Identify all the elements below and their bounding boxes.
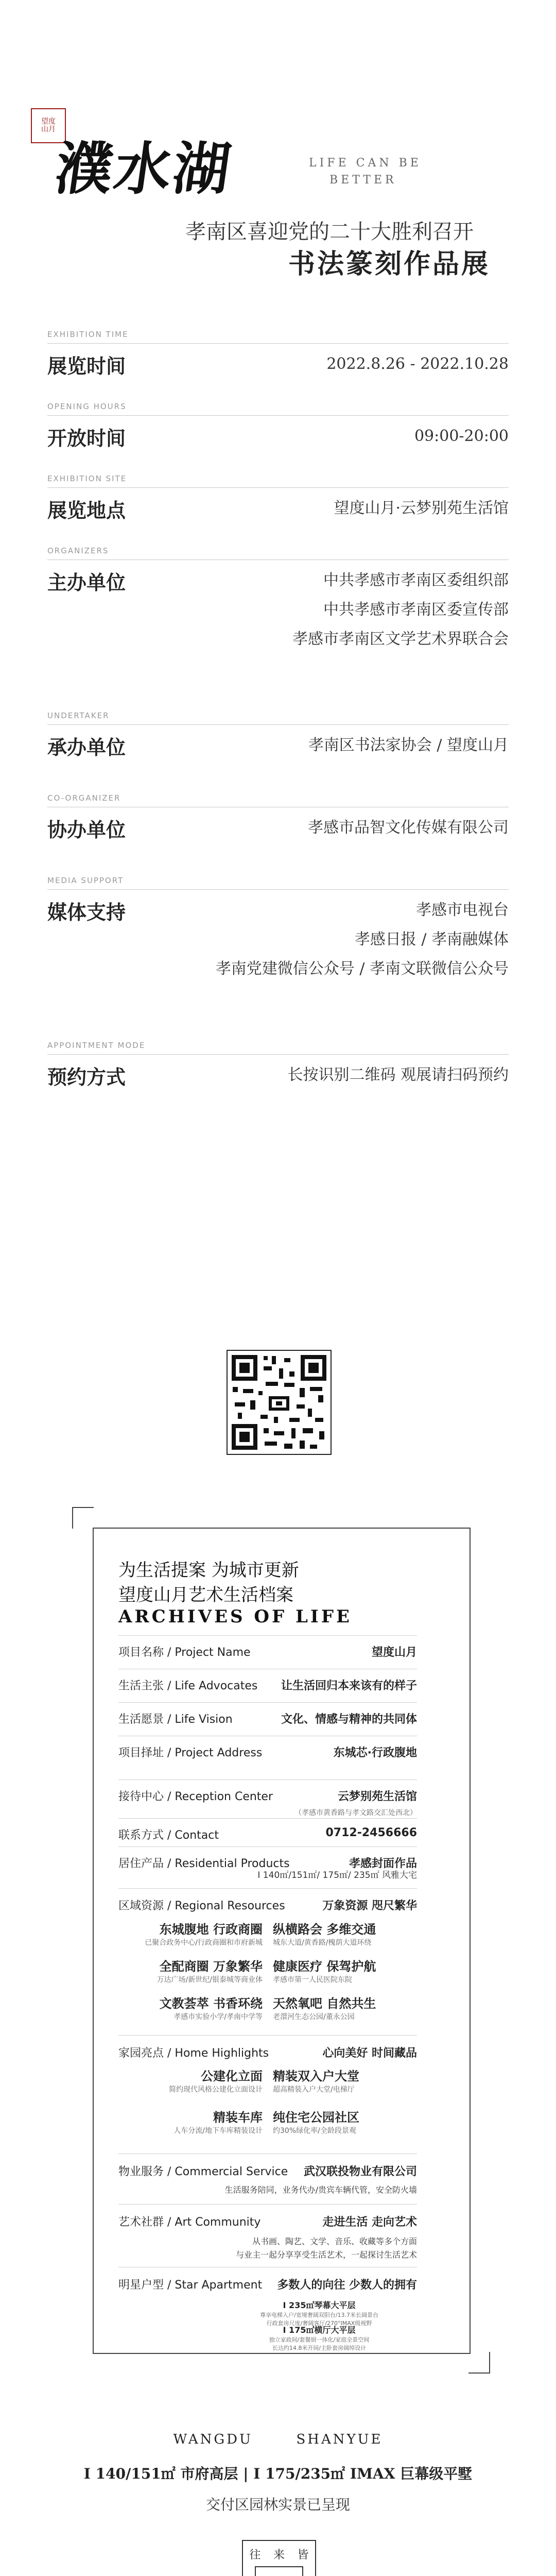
feature-subtitle: 万达广场/新世纪/银泰城等商业体	[157, 1976, 263, 1984]
feature-title: 精装双入户大堂	[273, 2069, 359, 2083]
info-row-value: 孝感市孝南区文学艺术界联合会	[292, 630, 509, 648]
tagline-line-1: LIFE CAN BE	[309, 157, 422, 170]
feature-cell	[273, 2066, 417, 2094]
info-row-values	[308, 813, 509, 842]
feature-title: 精装车库	[213, 2110, 263, 2125]
info-row	[47, 1041, 509, 1089]
feature-title: 文教荟萃 书香环绕	[159, 1996, 263, 2011]
info-row-value: 望度山月·云梦别苑生活馆	[334, 499, 509, 517]
info-row-value: 09:00-20:00	[414, 427, 509, 445]
feature-cell	[118, 1919, 263, 1947]
info-row	[47, 330, 509, 378]
star-label: 明星户型 / Star Apartment	[118, 2279, 263, 2292]
regional-label: 区域资源 / Regional Resources	[118, 1900, 285, 1912]
info-row	[47, 546, 509, 648]
card-row	[118, 1643, 417, 1659]
info-row-value: 孝感日报 / 孝南融媒体	[354, 930, 509, 948]
info-row-value: 中共孝感市孝南区委宣传部	[323, 601, 509, 619]
products-note: Ⅰ 140㎡/151㎡/ 175㎡/ 235㎡ 风雅大宅	[257, 1870, 417, 1880]
page-title: 书法篆刻作品展	[288, 248, 491, 280]
info-row-value: 孝感市品智文化传媒有限公司	[308, 819, 509, 837]
card-row	[118, 1744, 417, 1760]
feature-cell	[273, 1919, 417, 1947]
info-row-en-label: APPOINTMENT MODE	[47, 1041, 509, 1055]
feature-subtitle: 超高精装入户大堂/电梯厅	[273, 2086, 355, 2094]
info-row-values	[216, 895, 509, 984]
card-row-key: 生活愿景 / Life Vision	[118, 1713, 233, 1726]
brand-en	[0, 2432, 556, 2447]
star-apartment-desc: 独立家政间/套餐厨一体化/家庭全景空间	[269, 2336, 370, 2343]
brand-en-2: SHANYUE	[296, 2432, 383, 2447]
feature-subtitle: 孝感市实验小学/孝南中学等	[173, 2013, 263, 2021]
divider	[118, 2204, 417, 2205]
info-row-label: 展览时间	[47, 354, 126, 378]
logo-char: 皆	[297, 2549, 309, 2562]
logo-char: 往	[249, 2549, 261, 2562]
card-row	[118, 1710, 417, 1726]
feature-cell	[273, 1993, 417, 2022]
card-row-value: 望度山月	[371, 1646, 417, 1659]
info-row-value: 孝感市电视台	[416, 901, 509, 919]
info-row-label: 承办单位	[47, 736, 126, 759]
divider	[118, 1702, 417, 1703]
info-row-label: 主办单位	[47, 571, 126, 594]
red-seal-stamp: 望度山月	[31, 108, 66, 143]
card-row-key: 接待中心 / Reception Center	[118, 1790, 273, 1803]
card-row-value: 0712-2456666	[325, 1826, 417, 1839]
star-apartment	[221, 2299, 417, 2327]
qr-code-image[interactable]	[227, 1350, 332, 1455]
property-note: 生活服务陪同，业务代办/贵宾车辆代管，安全防火墙	[224, 2185, 417, 2195]
card-row-value: 文化、情感与精神的共同体	[281, 1713, 417, 1726]
page-subtitle: 孝南区喜迎党的二十大胜利召开	[185, 220, 474, 244]
card-heading-en: ARCHIVES OF LIFE	[118, 1606, 352, 1627]
art-row	[118, 2213, 417, 2229]
card-row-key: 联系方式 / Contact	[118, 1829, 219, 1842]
info-row-values	[334, 494, 509, 523]
info-row	[47, 711, 509, 759]
regional-row	[118, 1897, 417, 1913]
info-row-values	[326, 349, 509, 379]
feature-title: 东城腹地 行政商圈	[159, 1922, 263, 1937]
card-row-key: 项目名称 / Project Name	[118, 1646, 251, 1659]
sizes-line: Ⅰ 140/151㎡ 市府高层 | Ⅰ 175/235㎡ IMAX 巨幕级平墅	[83, 2465, 473, 2482]
star-apartment	[221, 2324, 417, 2352]
info-row-value: 长按识别二维码 观展请扫码预约	[287, 1066, 509, 1084]
feature-title: 全配商圈 万象繁华	[159, 1959, 263, 1974]
feature-subtitle: 已聚合政务中心/行政商圈和市府新城	[145, 1939, 263, 1947]
art-note-1: 从书画、陶艺、文学、音乐、收藏等多个方面	[252, 2236, 417, 2246]
feature-subtitle: 孝感市第一人民医院东院	[273, 1976, 352, 1984]
tagline-line-2: BETTER	[329, 174, 397, 187]
info-row-values	[292, 566, 509, 654]
art-note-2: 与业主一起分享享受生活艺术，一起探讨生活艺术	[235, 2250, 417, 2260]
feature-cell	[118, 2066, 263, 2094]
card-row-value: 东城芯·行政腹地	[333, 1747, 417, 1759]
info-row-value: 2022.8.26 - 2022.10.28	[326, 355, 509, 373]
reception-note: （孝感市黄香路与孝文路交汇处西北）	[294, 1809, 417, 1817]
divider	[118, 1888, 417, 1889]
info-row	[47, 474, 509, 522]
info-row-en-label: EXHIBITION TIME	[47, 330, 509, 344]
info-row-values	[308, 731, 509, 760]
card-heading-2: 望度山月艺术生活档案	[118, 1585, 293, 1605]
property-row	[118, 2163, 417, 2179]
feature-title: 公建化立面	[201, 2069, 263, 2083]
card-row	[118, 1677, 417, 1693]
regional-value: 万象资源 咫尺繁华	[322, 1900, 417, 1912]
home-label: 家园亮点 / Home Highlights	[118, 2047, 269, 2060]
card-row	[118, 1826, 417, 1842]
info-row-en-label: UNDERTAKER	[47, 711, 509, 725]
info-row-en-label: ORGANIZERS	[47, 546, 509, 560]
feature-title: 天然氧吧 自然共生	[273, 1996, 376, 2011]
feature-cell	[118, 2107, 263, 2136]
info-row-label: 展览地点	[47, 499, 126, 522]
feature-cell	[118, 1956, 263, 1985]
property-value: 武汉联投物业有限公司	[303, 2165, 417, 2178]
info-row	[47, 876, 509, 978]
tagline	[309, 155, 422, 189]
info-row-label: 媒体支持	[47, 901, 126, 924]
property-label: 物业服务 / Commercial Service	[118, 2165, 288, 2178]
info-row-en-label: OPENING HOURS	[47, 402, 509, 416]
info-row-label: 预约方式	[47, 1065, 126, 1089]
card-corner-decoration	[72, 1507, 94, 1529]
info-row	[47, 793, 509, 841]
feature-title: 纵横路会 多维交通	[273, 1922, 376, 1937]
star-value: 多数人的向往 少数人的拥有	[277, 2279, 417, 2292]
star-apartment-desc: 行政套房尺度/奢阔客厅/270°IMAX级视野	[266, 2320, 372, 2327]
star-apartment-desc: 尊享电梯入户/宽境奢阔双阳台/13.7米长阔景台	[260, 2312, 378, 2318]
feature-subtitle: 简约现代风格公建化立面设计	[169, 2086, 263, 2094]
info-row-en-label: EXHIBITION SITE	[47, 474, 509, 488]
art-value: 走进生活 走向艺术	[322, 2216, 417, 2229]
feature-cell	[118, 1993, 263, 2022]
feature-subtitle: 老澴河生态公园/董永公园	[273, 2013, 355, 2021]
info-row-value: 孝南党建微信公众号 / 孝南文联微信公众号	[215, 960, 509, 978]
home-row	[118, 2044, 417, 2060]
info-row-values	[414, 421, 509, 451]
divider	[118, 2035, 417, 2036]
info-row-values	[287, 1060, 509, 1090]
info-row-value: 中共孝感市孝南区委组织部	[323, 571, 509, 589]
card-row-value: 让生活回归本来该有的样子	[281, 1680, 417, 1692]
divider	[118, 1818, 417, 1819]
brush-calligraphy-title: 濮水湖	[51, 135, 237, 202]
card-row-key: 生活主张 / Life Advocates	[118, 1680, 258, 1692]
info-row-label: 开放时间	[47, 427, 126, 450]
art-label: 艺术社群 / Art Community	[118, 2216, 261, 2229]
info-row-label: 协办单位	[47, 818, 126, 841]
star-row	[118, 2276, 417, 2292]
card-row-value: 孝感封面作品	[349, 1857, 417, 1870]
home-value: 心向美好 时间藏品	[322, 2047, 417, 2060]
feature-cell	[273, 2107, 417, 2136]
qr-code-icon	[228, 1351, 331, 1454]
feature-subtitle: 约30%绿化率/全龄段景观	[273, 2127, 356, 2135]
feature-subtitle: 人车分流/地下车库精装设计	[173, 2127, 263, 2135]
brand-logo	[242, 2540, 316, 2576]
info-row-en-label: MEDIA SUPPORT	[47, 876, 509, 890]
info-row	[47, 402, 509, 450]
card-row-value: 云梦别苑生活馆	[337, 1790, 417, 1803]
divider	[118, 1846, 417, 1847]
logo-inner-box	[255, 2566, 303, 2576]
feature-title: 健康医疗 保驾护航	[273, 1959, 376, 1974]
brand-en-1: WANGDU	[173, 2432, 253, 2447]
info-row-en-label: CO-ORGANIZER	[47, 793, 509, 807]
card-heading-1: 为生活提案 为城市更新	[118, 1560, 299, 1581]
feature-title: 纯住宅公园社区	[273, 2110, 359, 2125]
card-corner-decoration	[468, 2352, 490, 2374]
divider	[118, 1635, 417, 1636]
logo-char: 来	[273, 2549, 285, 2562]
feature-subtitle: 城东大道/黄香路/槐荫大道环绕	[273, 1939, 372, 1947]
star-apartment-title: Ⅰ 235㎡琴幕大平层	[283, 2300, 356, 2310]
feature-cell	[273, 1956, 417, 1985]
info-row-value: 孝南区书法家协会 / 望度山月	[308, 736, 509, 754]
card-row	[118, 1788, 417, 1804]
star-apartment-title: Ⅰ 175㎡横厅大平层	[283, 2325, 356, 2335]
card-row-key: 项目择址 / Project Address	[118, 1747, 263, 1759]
star-apartment-desc: 长达约14.8米开间/主卧套房阔绰设计	[272, 2345, 367, 2351]
delivery-line: 交付区园林实景已呈现	[205, 2496, 350, 2513]
card-row-key: 居住产品 / Residential Products	[118, 1857, 290, 1870]
